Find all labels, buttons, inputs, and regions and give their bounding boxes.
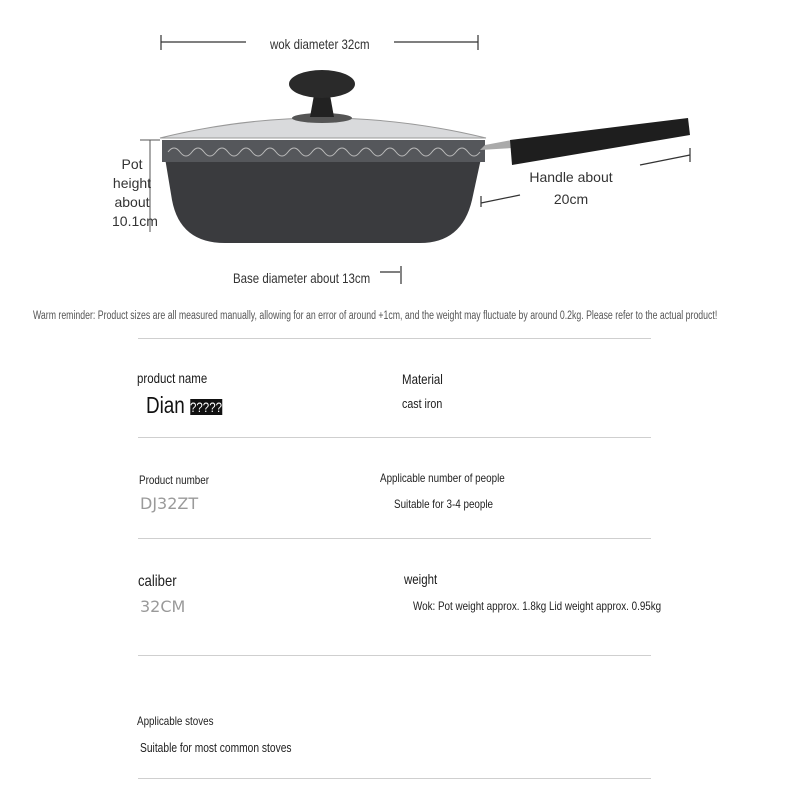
wok-product-image	[0, 0, 800, 300]
people-label	[380, 471, 532, 485]
pot-height-line: Pot	[121, 156, 143, 172]
stoves-value	[140, 741, 325, 755]
material-value-text: cast iron	[402, 396, 443, 411]
product-name-label-text: product name	[137, 370, 208, 386]
weight-value	[413, 599, 716, 613]
product-number-label	[139, 473, 224, 487]
divider	[138, 655, 651, 656]
handle-length-line: 20cm	[553, 191, 589, 207]
product-name-value-wrap	[146, 392, 222, 419]
stoves-label-text: Applicable stoves	[137, 714, 214, 728]
base-diameter-text: Base diameter about 13cm	[233, 270, 371, 286]
product-name-text: Dian	[146, 392, 185, 418]
product-name-value	[146, 392, 239, 419]
warm-reminder	[33, 310, 800, 322]
wok-diameter-text: wok diameter 32cm	[270, 36, 370, 52]
product-number-value: DJ32ZT	[140, 494, 199, 513]
wok-handle	[510, 118, 690, 165]
wok-diameter-label	[270, 36, 391, 52]
people-label-text: Applicable number of people	[380, 471, 505, 485]
pot-height-line: 10.1cm	[112, 213, 158, 229]
people-value-text: Suitable for 3-4 people	[394, 497, 494, 511]
divider	[138, 338, 651, 339]
divider	[138, 778, 651, 779]
weight-label-text: weight	[404, 571, 438, 587]
people-value	[394, 497, 515, 511]
caliber-label-text: caliber	[138, 573, 177, 590]
product-number-label-text: Product number	[139, 473, 210, 487]
pot-height-line: about	[114, 194, 150, 210]
handle-length-line: Handle about	[529, 169, 613, 185]
stoves-label	[137, 714, 230, 728]
pot-height-line: height	[112, 175, 152, 191]
product-name-garbled-text: ?????	[190, 398, 222, 415]
material-label	[402, 371, 452, 387]
handle-length-label	[528, 166, 614, 210]
warm-reminder-text: Warm reminder: Product sizes are all measured manually, allowing for an error of around +1cm, and the weight may fluctuate by around 0.2kg. Please refer to the actual product!	[33, 310, 718, 322]
weight-label	[404, 571, 444, 587]
lid-knob	[289, 70, 355, 98]
caliber-value: 32CM	[140, 597, 186, 616]
stoves-value-text: Suitable for most common stoves	[140, 741, 292, 755]
divider	[138, 437, 651, 438]
material-value	[402, 396, 451, 411]
weight-value-text: Wok: Pot weight approx. 1.8kg Lid weight approx. 0.95kg	[413, 599, 662, 613]
divider	[138, 538, 651, 539]
material-label-text: Material	[402, 371, 443, 387]
caliber-label	[138, 573, 185, 591]
pot-height-label	[112, 155, 158, 231]
knob-stem	[310, 95, 334, 117]
base-diameter-label	[233, 270, 400, 286]
product-name-label	[137, 370, 223, 386]
